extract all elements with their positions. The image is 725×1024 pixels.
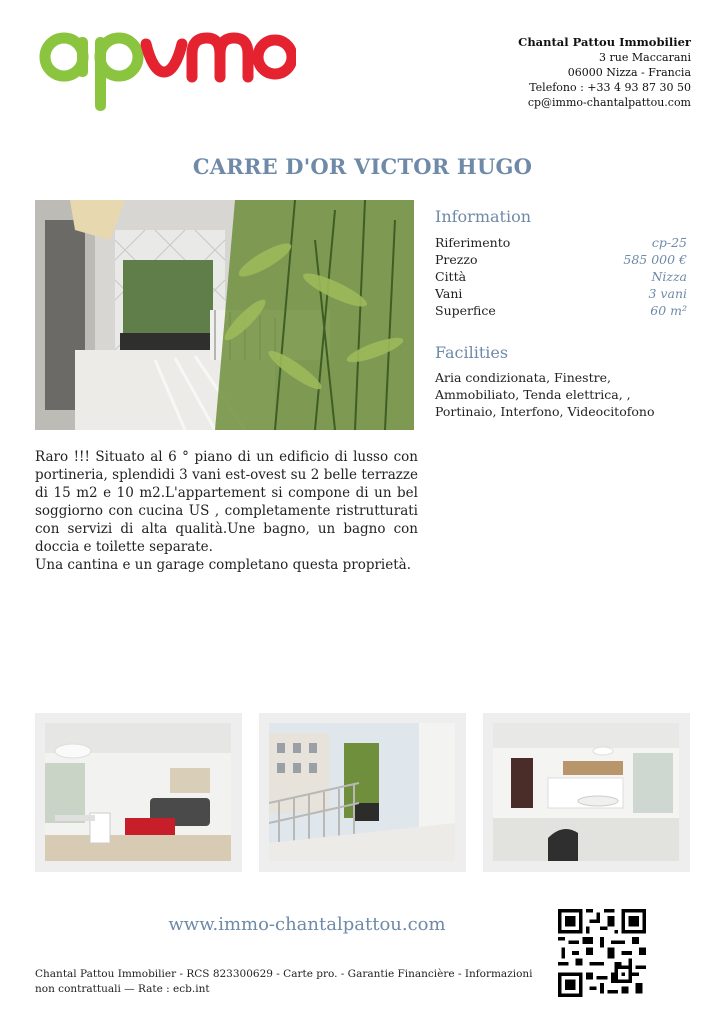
agency-city: 06000 Nizza - Francia xyxy=(567,66,691,79)
main-property-photo xyxy=(35,200,414,430)
info-label: Riferimento xyxy=(435,235,511,250)
apimo-logo xyxy=(36,22,296,112)
info-row-rooms xyxy=(435,285,687,302)
info-row-reference xyxy=(435,234,687,251)
info-row-surface xyxy=(435,302,687,319)
information-heading: Information xyxy=(435,207,532,226)
info-row-price xyxy=(435,251,687,268)
info-value: 60 m² xyxy=(650,303,687,318)
information-table xyxy=(435,234,687,319)
kitchen-photo xyxy=(493,723,679,861)
agency-website-link[interactable]: www.immo-chantalpattou.com xyxy=(168,914,446,935)
info-label: Prezzo xyxy=(435,252,478,267)
info-label: Vani xyxy=(435,286,463,301)
thumbnail-terrace xyxy=(259,713,466,872)
info-row-city xyxy=(435,268,687,285)
agency-name: Chantal Pattou Immobilier xyxy=(518,35,691,49)
terrace-photo xyxy=(269,723,455,861)
property-title: CARRE D'OR VICTOR HUGO xyxy=(192,154,533,179)
agency-email[interactable]: cp@immo-chantalpattou.com xyxy=(527,96,691,109)
property-description xyxy=(35,448,418,574)
living-room-photo xyxy=(45,723,231,861)
agency-phone: Telefono : +33 4 93 87 30 50 xyxy=(529,81,691,94)
info-label: Superfice xyxy=(435,303,496,318)
legal-footer: Chantal Pattou Immobilier - RCS 823300629 - Carte pro. - Garantie Financière - Informazioni non contrattuali — Rate : ecb.int xyxy=(35,968,533,995)
agency-contact-block xyxy=(431,35,691,110)
thumbnail-living-room xyxy=(35,713,242,872)
agency-address: 3 rue Maccarani xyxy=(599,51,691,64)
info-value: 3 vani xyxy=(648,286,687,301)
info-value: Nizza xyxy=(651,269,687,284)
facilities-heading: Facilities xyxy=(435,343,509,362)
thumbnail-kitchen xyxy=(483,713,690,872)
info-value: 585 000 € xyxy=(623,252,687,267)
qr-code xyxy=(558,909,646,997)
facilities-list: Aria condizionata, Finestre, Ammobiliato, Tenda elettrica, , Portinaio, Interfono, Videocitofono xyxy=(435,370,655,419)
description-paragraph: Raro !!! Situato al 6 ° piano di un edificio di lusso con portineria, splendidi 3 vani est-ovest su 2 belle terrazze di 15 m2 e 10 m2.L'appartement si compone di un bel soggiorno con cucina US , completamente ristrutturati con servizi di alta qualità.Une bagno, un bagno con doccia e toilette separate. xyxy=(35,449,418,555)
info-label: Città xyxy=(435,269,467,284)
info-value: cp-25 xyxy=(651,235,687,250)
description-paragraph: Una cantina e un garage completano questa proprietà. xyxy=(35,557,412,573)
